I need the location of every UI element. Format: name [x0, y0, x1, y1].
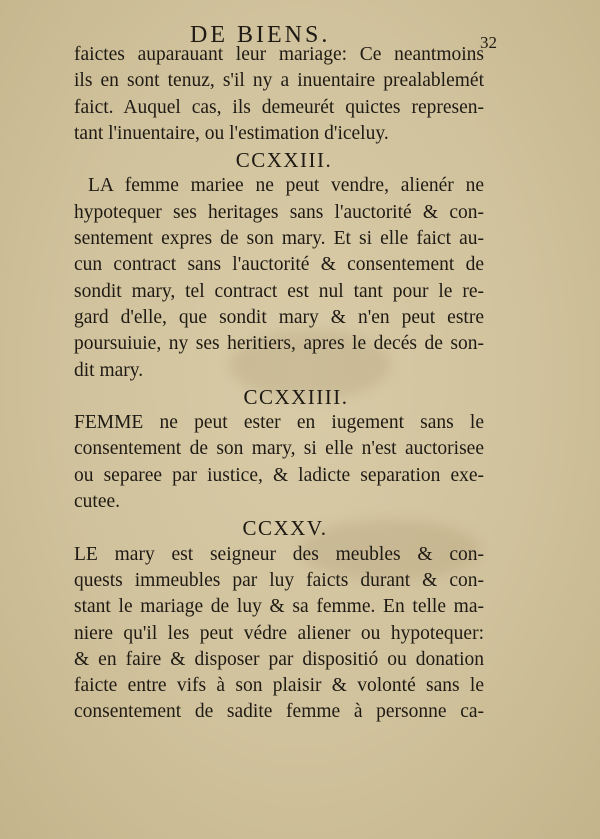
- text-block: [74, 42, 484, 726]
- text-line: & en faire & disposer par dispositió ou donation: [74, 648, 484, 670]
- text-line: tant l'inuentaire, ou l'estimation d'iceluy.: [74, 122, 389, 144]
- text-line: stant le mariage de luy & sa femme. En telle ma-: [74, 596, 484, 618]
- text-line: ou separee par iustice, & ladicte separation exe-: [74, 464, 484, 486]
- folio-number: 32: [480, 33, 497, 52]
- article-223: [74, 147, 484, 384]
- article-heading: CCXXV.: [242, 516, 328, 541]
- text-line: ils en sont tenuz, s'il ny a inuentaire prealablemét: [74, 70, 484, 92]
- text-line: FEMME ne peut ester en iugement sans le: [74, 412, 484, 434]
- text-line: cun contract sans l'auctorité & consentement de: [74, 254, 484, 276]
- text-line: faicte entre vifs à son plaisir & volonté sans le: [74, 675, 484, 697]
- text-line: poursuiuie, ny ses heritiers, apres le decés de son-: [74, 333, 484, 355]
- text-line: faict. Auquel cas, ils demeurét quictes represen-: [74, 96, 484, 118]
- text-line: niere qu'il les peut védre aliener ou hypotequer:: [74, 622, 484, 644]
- text-line: faictes auparauant leur mariage: Ce neantmoins: [74, 44, 484, 65]
- text-line: cutee.: [74, 491, 121, 513]
- text-line: LE mary est seigneur des meubles & con-: [74, 543, 484, 565]
- article-225: [74, 515, 484, 725]
- running-header: DE BIENS.: [190, 22, 331, 48]
- text-line: consentement de sadite femme à personne ca-: [74, 701, 484, 723]
- text-line: LA femme mariee ne peut vendre, alienér ne: [88, 175, 484, 197]
- article-continuation: [74, 42, 484, 147]
- text-line: consentement de son mary, si elle n'est auctorisee: [74, 438, 484, 460]
- text-line: sondit mary, tel contract est nul tant pour le re-: [74, 280, 484, 302]
- article-224: [74, 384, 484, 515]
- text-line: dit mary.: [74, 359, 144, 381]
- text-line: gard d'elle, que sondit mary & n'en peut estre: [74, 306, 484, 328]
- text-line: quests immeubles par luy faicts durant & con-: [74, 569, 484, 591]
- text-line: sentement expres de son mary. Et si elle faict au-: [74, 228, 484, 250]
- article-heading: CCXXIIII.: [243, 384, 349, 409]
- article-heading: CCXXIII.: [235, 148, 333, 173]
- text-line: hypotequer ses heritages sans l'auctorité & con-: [74, 201, 484, 223]
